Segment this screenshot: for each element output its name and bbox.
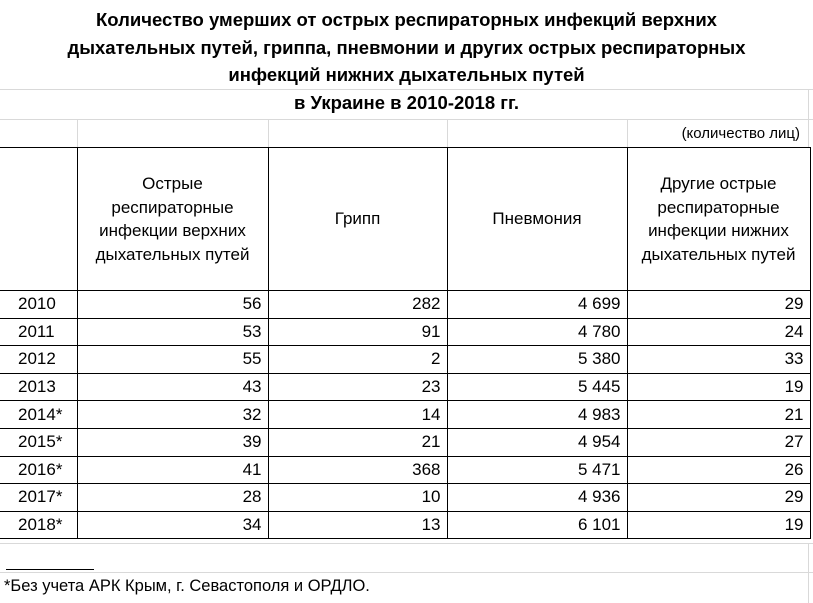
pneumonia-cell: 4 983 [447, 401, 627, 429]
year-cell: 2010 [0, 291, 77, 319]
upper-respiratory-cell: 43 [77, 373, 268, 401]
other-lower-respiratory-cell: 19 [627, 373, 810, 401]
upper-respiratory-cell: 41 [77, 456, 268, 484]
upper-respiratory-cell: 56 [77, 291, 268, 319]
other-lower-respiratory-cell: 19 [627, 511, 810, 539]
pneumonia-cell: 5 380 [447, 346, 627, 374]
header-pneumonia: Пневмония [447, 148, 627, 291]
header-year [0, 148, 77, 291]
year-cell: 2011 [0, 318, 77, 346]
influenza-cell: 14 [268, 401, 447, 429]
mortality-table [0, 147, 811, 539]
influenza-cell: 10 [268, 484, 447, 512]
title-line-3: инфекций нижних дыхательных путей [228, 64, 585, 85]
upper-respiratory-cell: 53 [77, 318, 268, 346]
year-cell: 2015* [0, 428, 77, 456]
header-row [0, 148, 810, 291]
title-line-4: в Украине в 2010-2018 гг. [294, 91, 519, 113]
title-line-1: Количество умерших от острых респираторных инфекций верхних [96, 9, 717, 30]
table-title [0, 6, 813, 116]
header-upper-respiratory: Острые респираторные инфекции верхних дыхательных путей [77, 148, 268, 291]
pneumonia-cell: 4 699 [447, 291, 627, 319]
header-other-lower-respiratory: Другие острые респираторные инфекции нижних дыхательных путей [627, 148, 810, 291]
footnote-divider [6, 569, 94, 570]
other-lower-respiratory-cell: 21 [627, 401, 810, 429]
year-cell: 2012 [0, 346, 77, 374]
influenza-cell: 21 [268, 428, 447, 456]
year-cell: 2016* [0, 456, 77, 484]
title-line-2: дыхательных путей, гриппа, пневмонии и других острых респираторных [67, 36, 746, 58]
year-cell: 2014* [0, 401, 77, 429]
upper-respiratory-cell: 28 [77, 484, 268, 512]
year-cell: 2013 [0, 373, 77, 401]
year-cell: 2017* [0, 484, 77, 512]
unit-note: (количество лиц) [681, 125, 800, 142]
upper-respiratory-cell: 34 [77, 511, 268, 539]
footnote: *Без учета АРК Крым, г. Севастополя и ОРДЛО. [4, 577, 370, 595]
pneumonia-cell: 4 936 [447, 484, 627, 512]
upper-respiratory-cell: 55 [77, 346, 268, 374]
influenza-cell: 13 [268, 511, 447, 539]
pneumonia-cell: 5 445 [447, 373, 627, 401]
pneumonia-cell: 4 954 [447, 428, 627, 456]
year-cell: 2018* [0, 511, 77, 539]
influenza-cell: 282 [268, 291, 447, 319]
influenza-cell: 91 [268, 318, 447, 346]
upper-respiratory-cell: 32 [77, 401, 268, 429]
pneumonia-cell: 4 780 [447, 318, 627, 346]
table-row [0, 401, 810, 429]
pneumonia-cell: 6 101 [447, 511, 627, 539]
pneumonia-cell: 5 471 [447, 456, 627, 484]
table-row [0, 511, 810, 539]
influenza-cell: 2 [268, 346, 447, 374]
influenza-cell: 23 [268, 373, 447, 401]
influenza-cell: 368 [268, 456, 447, 484]
table-row [0, 373, 810, 401]
other-lower-respiratory-cell: 27 [627, 428, 810, 456]
other-lower-respiratory-cell: 29 [627, 484, 810, 512]
table-row [0, 318, 810, 346]
other-lower-respiratory-cell: 33 [627, 346, 810, 374]
table-row [0, 428, 810, 456]
table-row [0, 346, 810, 374]
other-lower-respiratory-cell: 29 [627, 291, 810, 319]
other-lower-respiratory-cell: 26 [627, 456, 810, 484]
header-influenza: Грипп [268, 148, 447, 291]
other-lower-respiratory-cell: 24 [627, 318, 810, 346]
upper-respiratory-cell: 39 [77, 428, 268, 456]
table-row [0, 456, 810, 484]
table-row [0, 484, 810, 512]
table-row [0, 291, 810, 319]
